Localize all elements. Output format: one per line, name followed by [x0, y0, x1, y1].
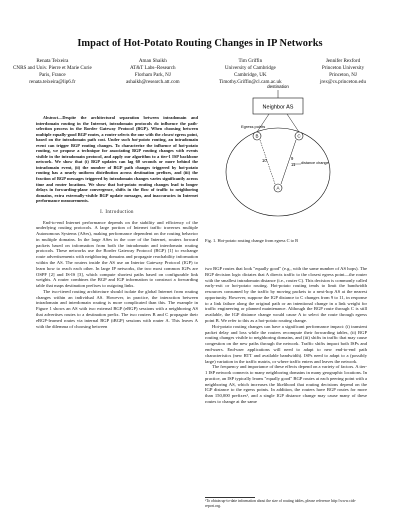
- author-name: Renata Teixeira: [36, 58, 69, 64]
- figure-caption: Fig. 1. Hot-potato routing change from egress C to B: [205, 238, 299, 243]
- abstract: [36, 115, 198, 204]
- author-name: Aman Shaikh: [138, 58, 167, 64]
- paper-title: Impact of Hot-Potato Routing Changes in IP Networks: [77, 38, 323, 49]
- ebgp-link-c: [287, 114, 299, 132]
- abstract-emphasis: closest: [161, 131, 174, 137]
- author-affiliation: CNRS and Univ. Pierre et Marie Curie: [13, 64, 92, 71]
- router-c-label: C: [297, 133, 301, 139]
- abstract-text: Despite the architectural separation between intradomain and interdomain routing in the Internet, intradomain protocols do influence the path-selection process in the Border Gateway Protocol (BGP). When choosing between multiple equally-good BGP routes, a router selects the one with the: [36, 115, 198, 137]
- left-column: [36, 115, 198, 329]
- author-affiliation: University of Cambridge: [224, 64, 276, 71]
- body-paragraph: two BGP routes that look "equally good" (e.g., with the same number of AS hops). The BGP decision logic dictates that A directs traffic to the closest egress point—the router with the smallest intradomain distance (i.e., router C). This decision is commonly called early-exit or hot-potato routing. Hot-potato routing tends to limit the bandwidth resources consumed by the traffic by moving packets to a next-hop AS at the nearest opportunity. However, suppose the IGP distance to C changes from 9 to 11, in response to a link failure along the original path or an intentional change in a link weight for traffic engineering or planned maintenance. Although the BGP route through C is still available, the IGP distance change would cause A to select the route through egress point B. We refer to this as a hot-potato routing change.: [205, 266, 367, 324]
- abstract-emphasis: hot-potato: [131, 137, 151, 143]
- distance-change-label: distance change: [301, 161, 329, 165]
- body-paragraph: Hot-potato routing changes can have a significant performance impact: (i) transient packet delay and loss while the routers recompute their forwarding tables, (ii) BGP routing changes visible to neighboring domains, and (iii) shifts in traffic that may cause congestion on the new paths through the network. Traffic shifts impact both ISPs and end-users. End-user applications will need to adapt to new end-to-end path characteristics (new RTT and available bandwidth). ISPs need to adapt to a (possibly large) variation in the traffic matrix, or where traffic enters and leaves the network.: [205, 323, 367, 364]
- author-location: Florham Park, NJ: [134, 71, 171, 78]
- distance-to-c-new: 11: [291, 162, 296, 167]
- author-email: jrex@cs.princeton.edu: [320, 78, 366, 85]
- section-heading: I. Introduction: [100, 209, 134, 215]
- distance-to-b: 10: [262, 158, 267, 163]
- body-paragraph: End-to-end Internet performance depends on the stability and efficiency of the underlying routing protocols. A large portion of Internet traffic traverses multiple Autonomous Systems (ASes), making performance dependent on the routing behavior in multiple domains. In the large ASes in the core of the Internet, routers forward packets based on information from both the intradomain and interdomain routing protocols. These networks use the Border Gateway Protocol (BGP) [1] to exchange route advertisements with neighboring domains and propagate reachability information within the AS. The routers inside the AS use an Interior Gateway Protocol (IGP) to learn how to reach each other. In large IP networks, the two most common IGPs are OSPF [2] and IS-IS [3], which compute shortest paths based on configurable link weights. A router combines the BGP and IGP information to construct a forwarding table that maps destination prefixes to outgoing links.: [36, 219, 198, 289]
- footnote-divider: [205, 497, 255, 498]
- author-affiliation: Princeton University: [321, 64, 365, 71]
- router-a-label: A: [276, 185, 280, 191]
- body-paragraph: The frequency and importance of these effects depend on a variety of factors. A tier-1 ISP network connects to many neighboring domains in many geographic locations. In practice, an ISP typically learns "equally good" BGP routes at each peering point with a neighboring AS, which increases the likelihood that routing decisions depend on the IGP distance to the egress points. In addition, the routers have BGP routes for more than 150,000 prefixes¹, and a single IGP distance change may cause many of these routes to change at the same: [205, 364, 367, 404]
- author-name: Jennifer Rexford: [325, 58, 361, 64]
- author-email: Timothy.Griffin@cl.cam.ac.uk: [219, 78, 282, 85]
- author-1: [13, 58, 92, 86]
- ebgp-link-b: [257, 114, 269, 132]
- neighbor-as-label: Neighbor AS: [262, 104, 294, 111]
- author-location: Princeton, NJ: [329, 71, 357, 78]
- right-column: [205, 266, 367, 405]
- abstract-label: Abstract—: [43, 115, 63, 120]
- figure-1: [205, 80, 367, 230]
- routing-diagram: [205, 80, 367, 230]
- author-location: Paris, France: [39, 71, 66, 78]
- egress-points-label: Egress points: [241, 124, 266, 129]
- destination-label: destination: [267, 84, 289, 89]
- router-b-label: B: [255, 133, 259, 139]
- author-name: Tim Griffin: [238, 58, 263, 64]
- isp-network-boundary: [226, 128, 330, 216]
- author-2: [126, 58, 180, 86]
- author-email: renata.teixeira@lip6.fr: [29, 78, 76, 85]
- author-location: Cambridge, UK: [234, 71, 267, 78]
- abstract-text: egress point, based on the intradomain path cost. Under such: [36, 131, 198, 143]
- author-affiliation: AT&T Labs–Research: [130, 64, 176, 71]
- author-email: ashaikh@research.att.com: [126, 78, 180, 85]
- abstract-text: routing, an intradomain event can trigger BGP routing changes. To characterize the influence of hot-potato routing, we propose a technique for associating BGP routing changes with events visible in the intradomain protocol, and apply our algorithm to a tier-1 ISP backbone network. We show that (i) BGP updates can lag 60 seconds or more behind the intradomain event, (ii) the number of BGP path changes triggered by hot-potato routing has a nearly uniform distribution across destination prefixes, and (iii) the fraction of BGP messages triggered by intradomain changes varies significantly across time and router locations. We show that hot-potato routing changes lead to longer delays in forwarding-plane convergence, shifts in the flow of traffic to neighboring domains, extra externally-visible BGP update messages, and inaccuracies in Internet performance measurements.: [36, 137, 199, 204]
- footnote: ¹To obtain up-to-date information about the size of routing tables, please reference http://www.cidr-report.org.: [205, 499, 357, 508]
- body-paragraph: The two-tiered routing architecture should isolate the global Internet from routing changes within an individual AS. However, in practice, the interaction between intradomain and interdomain routing is more complicated than this. The example in Figure 1 shows an AS with two external BGP (eBGP) sessions with a neighboring AS that advertises routes to a destination prefix. The two routers B and C propagate their eBGP-learned routes via internal BGP (iBGP) sessions with router A. This leaves A with the dilemma of choosing between: [36, 288, 198, 329]
- distance-to-c-old: 9: [291, 156, 294, 161]
